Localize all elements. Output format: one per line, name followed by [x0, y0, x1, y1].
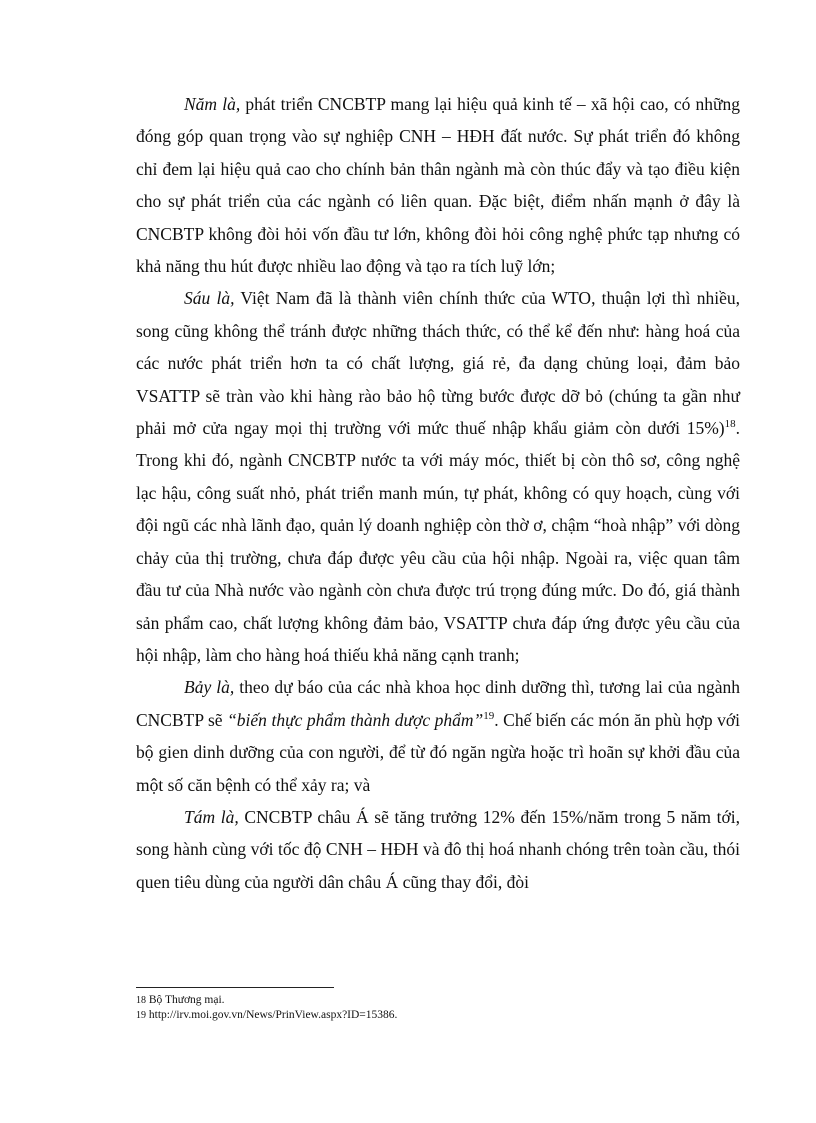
footnote-number: 18: [136, 995, 146, 1006]
paragraph-lead: Tám là,: [184, 806, 239, 827]
footnote-ref-19[interactable]: 19: [483, 709, 495, 722]
footnote-number: 19: [136, 1010, 146, 1021]
footnote-19: [136, 1008, 740, 1023]
paragraph-quote: “biến thực phẩm thành dược phẩm”: [227, 709, 484, 730]
paragraph-sau-la: [136, 282, 740, 671]
paragraph-text: Việt Nam đã là thành viên chính thức của WTO, thuận lợi thì nhiều, song cũng không thể tránh được những thách thức, có thể kể đến như: hàng hoá của các nước phát triển hơn ta có chất lượng, giá rẻ, đa dạng chủng loại, đảm bảo VSATTP sẽ tràn vào khi hàng rào bảo hộ từng bước được dỡ bỏ (chúng ta gần như phải mở cửa ngay mọi thị trường với mức thuế nhập khẩu giảm còn dưới 15%): [136, 288, 740, 439]
footnote-ref-18[interactable]: 18: [724, 418, 736, 431]
paragraph-text: . Chế biến các món ăn phù hợp với bộ gien dinh dưỡng của con người, để từ đó ngăn ngừa hoặc trì hoãn sự khởi đầu của một số căn bệnh có thể xảy ra; và: [136, 709, 740, 795]
paragraph-lead: Sáu là,: [184, 288, 235, 309]
paragraph-lead: Bảy là,: [184, 677, 235, 698]
paragraph-tam-la: [136, 801, 740, 898]
footnote-link[interactable]: http://irv.moi.gov.vn/News/PrinView.aspx?ID=15386.: [146, 1009, 398, 1021]
paragraph-nam-la: [136, 88, 740, 282]
footnote-text: Bộ Thương mại.: [146, 994, 225, 1006]
paragraph-lead: Năm là,: [184, 94, 241, 114]
paragraph-bay-la: [136, 671, 740, 801]
footnote-separator: [136, 987, 334, 988]
paragraph-text: . Trong khi đó, ngành CNCBTP nước ta với máy móc, thiết bị còn thô sơ, công nghệ lạc hậu, công suất nhỏ, phát triển manh mún, tự phát, không có quy hoạch, cùng với đội ngũ các nhà lãnh đạo, quản lý doanh nghiệp còn thờ ơ, chậm “hoà nhập” với dòng chảy của thị trường, chưa đáp được yêu cầu của hội nhập. Ngoài ra, việc quan tâm đầu tư của Nhà nước vào ngành còn chưa được trú trọng đúng mức. Do đó, giá thành sản phẩm cao, chất lượng không đảm bảo, VSATTP chưa đáp ứng được yêu cầu của hội nhập, làm cho hàng hoá thiếu khả năng cạnh tranh;: [136, 418, 740, 665]
footnote-18: [136, 993, 740, 1008]
paragraph-text: theo dự báo của các nhà khoa học dinh dưỡng thì, tương lai của ngành CNCBTP sẽ: [136, 677, 740, 730]
paragraph-text: phát triển CNCBTP mang lại hiệu quả kinh tế – xã hội cao, có những đóng góp quan trọng vào sự nghiệp CNH – HĐH đất nước. Sự phát triển đó không chỉ đem lại hiệu quả cao cho chính bản thân ngành mà còn thúc đẩy và tạo điều kiện cho sự phát triển của các ngành có liên quan. Đặc biệt, điểm nhấn mạnh ở đây là CNCBTP không đòi hỏi vốn đầu tư lớn, không đòi hỏi công nghệ phức tạp nhưng có khả năng thu hút được nhiều lao động và tạo ra tích luỹ lớn;: [136, 94, 740, 277]
paragraph-text: CNCBTP châu Á sẽ tăng trưởng 12% đến 15%/năm trong 5 năm tới, song hành cùng với tốc độ CNH – HĐH và đô thị hoá nhanh chóng trên toàn cầu, thói quen tiêu dùng của người dân châu Á cũng thay đổi, đòi: [136, 806, 741, 892]
footnotes: [136, 993, 740, 1023]
document-body: [136, 88, 740, 898]
